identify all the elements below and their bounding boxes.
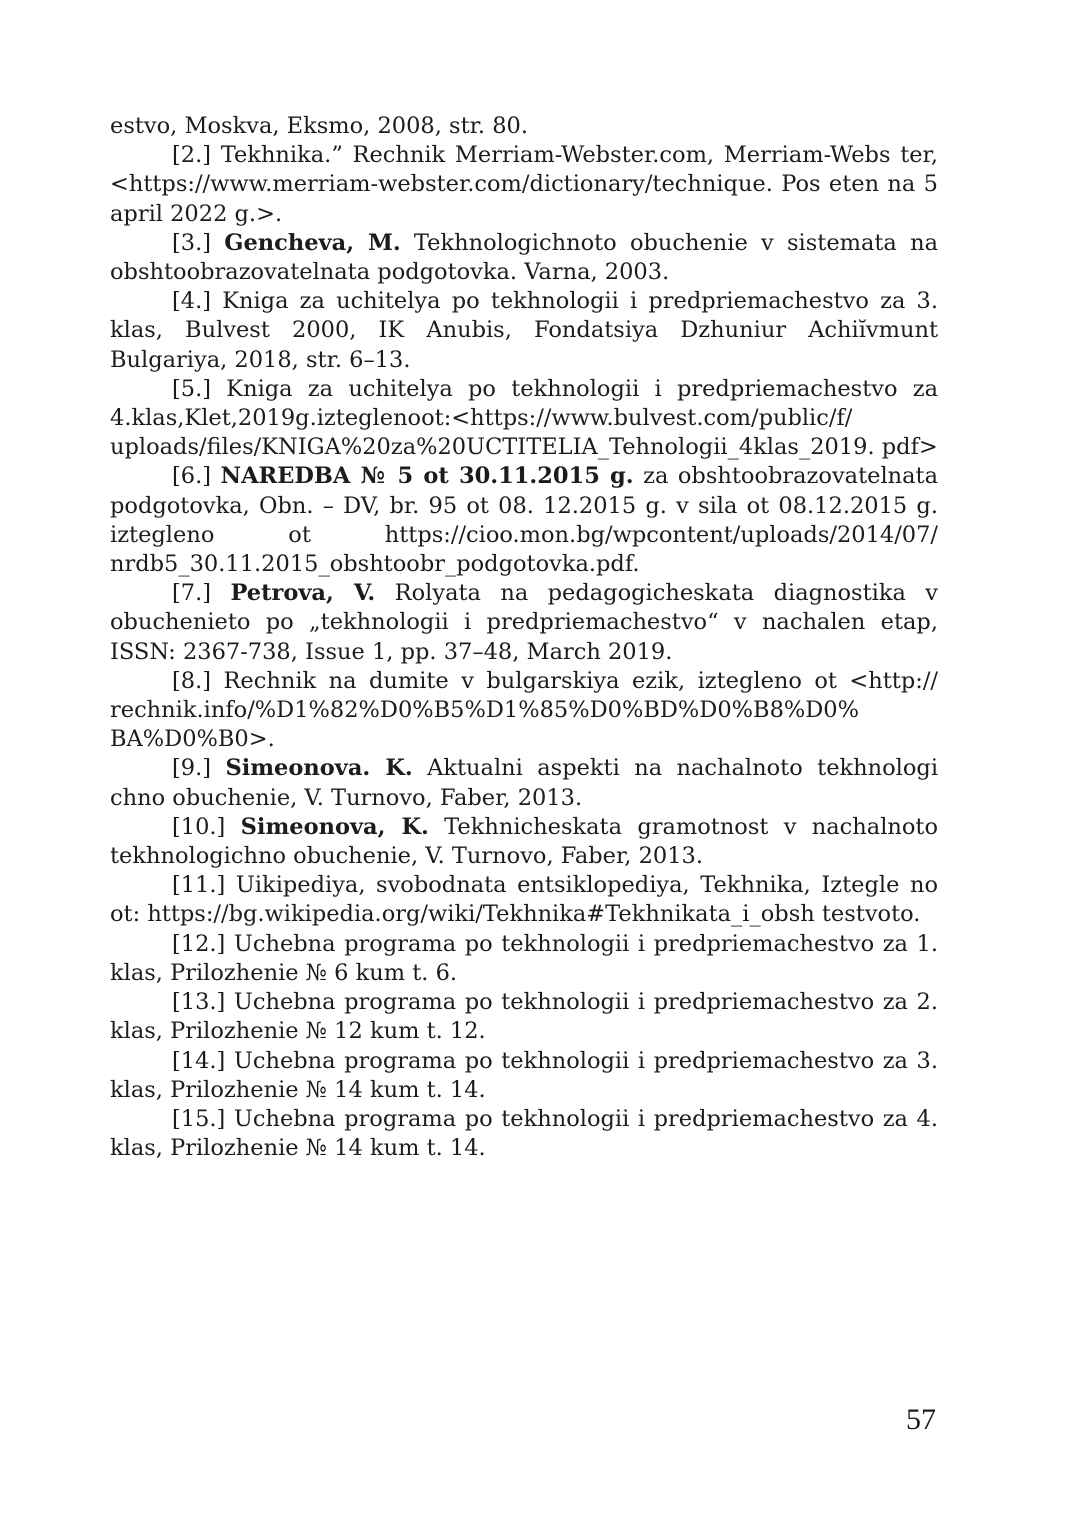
reference-text: Tekhnika.” Rechnik Merriam-Webster.com, Merriam-Webs ter, <https://www.merriam-webster.com/dictionary/technique. Pos eten na 5 april 2022 g.>.	[110, 142, 938, 227]
reference-item-11	[110, 871, 938, 929]
reference-text: Rechnik na dumite v bulgarskiya ezik, iztegleno ot <http:// rechnik.info/%D1%82%D0%B5%D1%85%D0%BD%D0%B8%D0% BA%D0%B0>.	[110, 667, 938, 753]
reference-item-7	[110, 579, 938, 667]
reference-number: [10.]	[172, 813, 226, 840]
reference-number: [8.]	[172, 667, 212, 694]
reference-text: Tekhnicheskata gramotnost v nachalnoto tekhnologichno obuchenie, V. Turnovo, Faber, 2013.	[110, 813, 939, 870]
reference-number: [3.]	[172, 229, 212, 256]
reference-author: Simeonova, K.	[240, 813, 429, 840]
reference-item-5	[110, 375, 938, 463]
reference-item-8	[110, 667, 938, 755]
reference-item-9	[110, 754, 938, 812]
reference-text: Kniga za uchitelya po tekhnologii i predpriemachestvo za 3. klas, Bulvest 2000, IK Anubis, Fondatsiya Dzhuniur Achiĭvmunt Bulgariya, 2018, str. 6–13.	[110, 288, 938, 373]
reference-item-10	[110, 813, 938, 871]
reference-number: [2.]	[172, 142, 212, 169]
reference-text: Kniga za uchitelya po tekhnologii i predpriemachestvo za 4.klas,Klet,2019g.izteglenoot:<https://www.bulvest.com/public/f/ uploads/files/KNIGA%20za%20UCTITELIA_Tehnologii_4klas_2019. pdf>	[110, 375, 938, 461]
reference-continuation	[110, 112, 938, 141]
reference-item-15	[110, 1105, 938, 1163]
reference-text: Tekhnologichnoto obuchenie v sistemata na obshtoobrazovatelnata podgotovka. Varna, 2003.	[110, 229, 938, 286]
reference-author: NAREDBA № 5 ot 30.11.2015 g.	[220, 463, 634, 490]
reference-author: Gencheva, M.	[224, 229, 401, 256]
reference-number: [14.]	[172, 1047, 226, 1074]
reference-author: Simeonova. K.	[225, 755, 413, 782]
reference-text: Uchebna programa po tekhnologii i predpriemachestvo za 3. klas, Prilozhenie № 14 kum t. 14.	[110, 1047, 938, 1103]
reference-number: [11.]	[172, 872, 226, 899]
reference-number: [13.]	[172, 989, 226, 1016]
reference-text: Uchebna programa po tekhnologii i predpriemachestvo za 2. klas, Prilozhenie № 12 kum t. 12.	[110, 989, 938, 1045]
reference-item-6	[110, 462, 938, 579]
reference-item-12	[110, 930, 938, 988]
reference-text: Uchebna programa po tekhnologii i predpriemachestvo za 4. klas, Prilozhenie № 14 kum t. 14.	[110, 1105, 938, 1162]
reference-author: Petrova, V.	[230, 580, 376, 607]
reference-number: [12.]	[172, 930, 226, 957]
reference-number: [4.]	[172, 288, 212, 315]
reference-number: [5.]	[172, 375, 212, 402]
reference-text: Uchebna programa po tekhnologii i predpriemachestvo za 1. klas, Prilozhenie № 6 kum t. 6.	[110, 930, 938, 986]
reference-item-14	[110, 1047, 938, 1105]
reference-list	[110, 112, 938, 1163]
page-number: 57	[906, 1403, 936, 1436]
reference-text: Rolyata na pedagogicheskata diagnostika v obuchenieto po „tekhnologii i predpriemachestvo“ v nachalen etap, ISSN: 2367-738, Issue 1, pp. 37–48, March 2019.	[110, 580, 938, 665]
reference-text: za obshtoobrazovatelnata podgotovka, Obn. – DV, br. 95 ot 08. 12.2015 g. v sila ot 08.12.2015 g. iztegleno ot https://cioo.mon.bg/wpcontent/uploads/2014/07/ nrdb5_30.11.2015_obshtoobr_podgotovka.pdf.	[110, 463, 939, 578]
reference-number: [15.]	[172, 1105, 226, 1132]
reference-item-4	[110, 287, 938, 375]
reference-text: Uikipediya, svobodnata entsiklopediya, Tekhnika, Iztegle no ot: https://bg.wikipedia.org/wiki/Tekhnika#Tekhnikata_i_obsh testvoto.	[110, 872, 938, 928]
reference-item-13	[110, 988, 938, 1046]
reference-text: estvo, Moskva, Eksmo, 2008, str. 80.	[110, 113, 528, 139]
reference-item-2	[110, 141, 938, 229]
reference-number: [6.]	[172, 463, 212, 490]
reference-text: Aktualni aspekti na nachalnoto tekhnologi chno obuchenie, V. Turnovo, Faber, 2013.	[110, 755, 939, 811]
reference-item-3	[110, 229, 938, 287]
reference-number: [9.]	[172, 755, 212, 782]
reference-number: [7.]	[172, 580, 212, 607]
